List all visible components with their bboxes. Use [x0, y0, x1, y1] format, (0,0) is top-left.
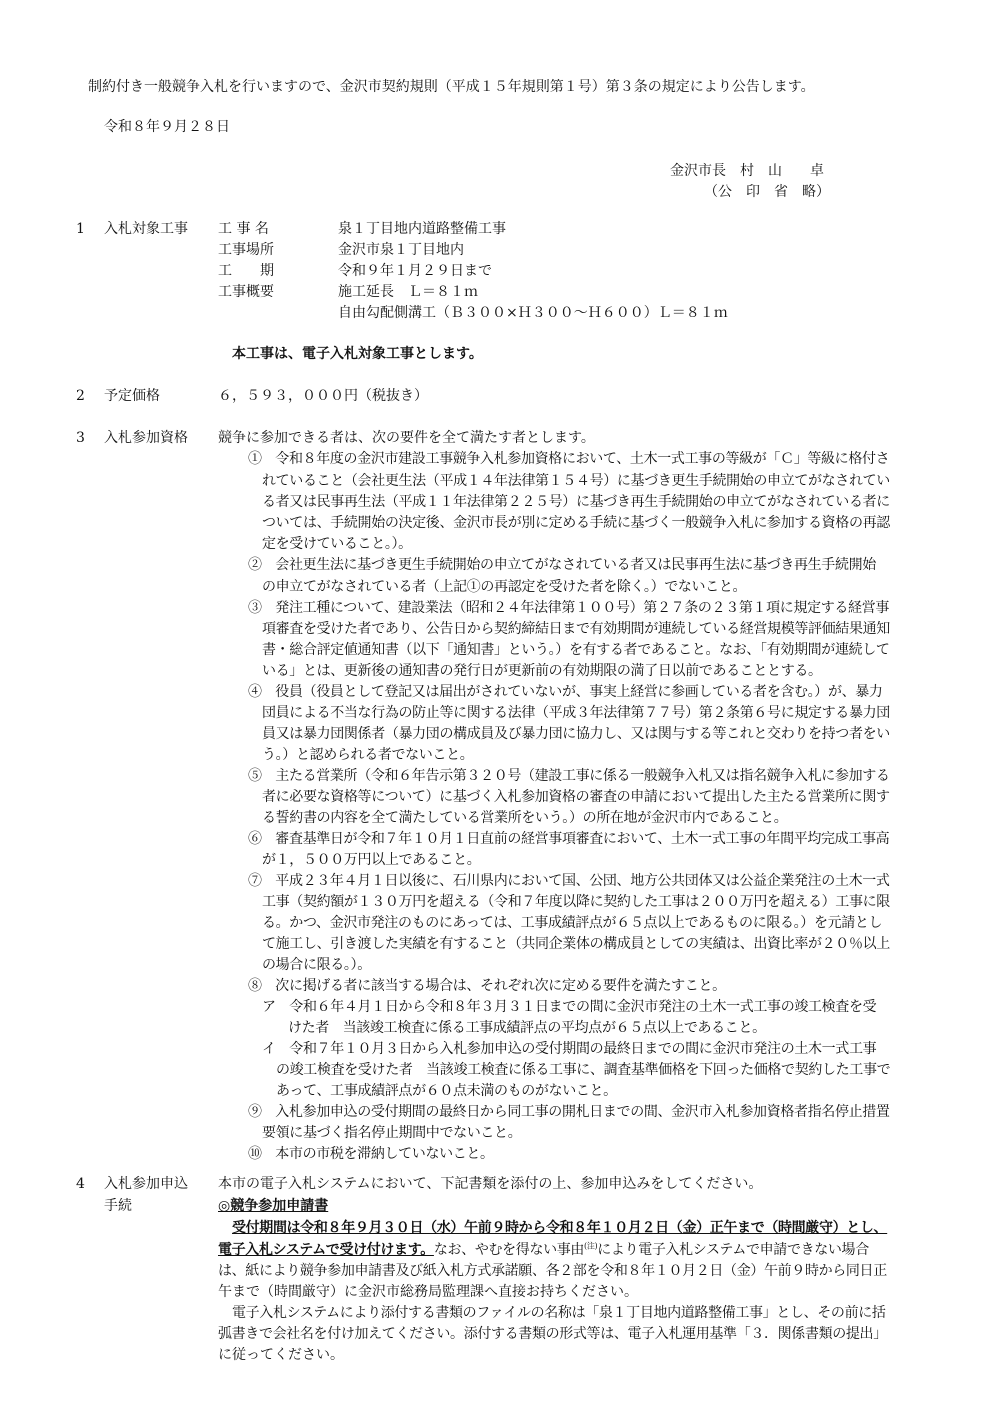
requirement-line: が１，５００万円以上であること。 — [262, 852, 481, 868]
section-3-title: 入札参加資格 — [104, 430, 188, 446]
notice-date: 令和８年９月２８日 — [104, 119, 230, 135]
section-1-title: 入札対象工事 — [104, 221, 188, 237]
requirement-line: 団員による不当な行為の防止等に関する法律（平成３年法律第７７号）第２条第６号に規定する暴力団 — [262, 705, 890, 721]
work-period-label: 工 期 — [218, 263, 274, 279]
file-name-3: に従ってください。 — [218, 1347, 344, 1363]
requirement-line: ⑦ 平成２３年４月１日以後に、石川県内において国、公団、地方公共団体又は公益企業発注の土木一式 — [248, 873, 890, 889]
requirement-line: 定を受けていること。）。 — [262, 536, 412, 552]
note-mark: (注) — [584, 1241, 598, 1251]
requirement-line: る誓約書の内容を全て満たしている営業所をいう。）の所在地が金沢市内であること。 — [262, 810, 788, 826]
requirement-line: 工事（契約額が１３０万円を超える（令和７年度以降に契約した工事は２００万円を超える）工事に限 — [262, 894, 890, 910]
requirement-line: 要領に基づく指名停止期間中でないこと。 — [262, 1125, 522, 1141]
section-4-title-2: 手続 — [104, 1198, 132, 1214]
section-4-title: 入札参加申込 — [104, 1176, 188, 1192]
acceptance-period-1: 受付期間は令和８年９月３０日（水）午前９時から令和８年１０月２日（金）正午まで（時間厳守）とし、 — [232, 1220, 888, 1236]
requirement-line: ア 令和６年４月１日から令和８年３月３１日までの間に金沢市発注の土木一式工事の竣工検査を受 — [262, 999, 877, 1015]
application-form-heading: ◎競争参加申請書 — [218, 1198, 329, 1214]
work-overview-value: 施工延長 Ｌ＝８１ｍ — [338, 284, 478, 300]
requirement-line: ⑧ 次に掲げる者に該当する場合は、それぞれ次に定める要件を満たすこと。 — [248, 978, 726, 994]
file-name-1: 電子入札システムにより添付する書類のファイルの名称は「泉１丁目地内道路整備工事」とし、その前に括 — [232, 1305, 886, 1321]
work-name-label: 工 事 名 — [218, 221, 269, 237]
file-name-2: 弧書きで会社名を付け加えてください。添付する書類の形式等は、電子入札運用基準「３．関係書類の提出」 — [218, 1326, 887, 1342]
section-2-title: 予定価格 — [104, 388, 160, 404]
requirement-line: ④ 役員（役員として登記又は届出がされていないが、事実上経営に参画している者を含む。）が、暴力 — [248, 684, 883, 700]
work-location-label: 工事場所 — [218, 242, 274, 258]
requirement-line: る者又は民事再生法（平成１１年法律第２２５号）に基づき再生手続開始の申立てがなされている者に — [262, 494, 890, 510]
work-location-value: 金沢市泉１丁目地内 — [338, 242, 464, 258]
work-overview-label: 工事概要 — [218, 284, 274, 300]
requirement-line: の申立てがなされている者（上記①の再認定を受けた者を除く。）でないこと。 — [262, 579, 747, 595]
requirement-line: 員又は暴力団関係者（暴力団の構成員及び暴力団に協力し、又は関与する等これと交わりを持つ者をい — [262, 726, 890, 742]
work-name-value: 泉１丁目地内道路整備工事 — [338, 221, 506, 237]
acceptance-period-4: 午まで（時間厳守）に金沢市総務局監理課へ直接お持ちください。 — [218, 1284, 638, 1300]
acceptance-period-2-rest-b: により電子入札システムで申請できない場合 — [597, 1242, 869, 1258]
requirement-line: 書・総合評定値通知書（以下「通知書」という。）を有する者であること。なお、「有効期間が連続して — [262, 642, 890, 658]
acceptance-period-2 — [218, 1240, 869, 1260]
section-3-number: 3 — [76, 430, 85, 446]
acceptance-period-2-bold: 電子入札システムで受け付けます。 — [218, 1242, 434, 1258]
requirement-line: ② 会社更生法に基づき更生手続開始の申立てがなされている者又は民事再生法に基づき再生手続開始 — [248, 557, 876, 573]
section-4-intro: 本市の電子入札システムにおいて、下記書類を添付の上、参加申込みをしてください。 — [218, 1176, 763, 1192]
requirement-line: の竣工検査を受けた者 当該竣工検査に係る工事に、調査基準価格を下回った価格で契約した工事で — [276, 1062, 891, 1078]
requirement-line: ⑥ 審査基準日が令和７年１０月１日直前の経営事項審査において、土木一式工事の年間平均完成工事高 — [248, 831, 890, 847]
requirement-line: の場合に限る。）。 — [262, 957, 371, 973]
requirement-line: ⑩ 本市の市税を滞納していないこと。 — [248, 1146, 494, 1162]
requirement-line: イ 令和７年１０月３日から入札参加申込の受付期間の最終日までの間に金沢市発注の土木一式工事 — [262, 1041, 877, 1057]
work-period-value: 令和９年１月２９日まで — [338, 263, 492, 279]
section-2-number: 2 — [76, 388, 85, 404]
requirement-line: ⑤ 主たる営業所（令和６年告示第３２０号（建設工事に係る一般競争入札又は指名競争入札に参加する — [248, 768, 890, 784]
requirement-line: る。かつ、金沢市発注のものにあっては、工事成績評点が６５点以上であるものに限る。）を元請とし — [262, 915, 883, 931]
requirement-line: 者に必要な資格等について）に基づく入札参加資格の審査の申請において提出した主たる営業所に関す — [262, 789, 890, 805]
section-3-intro: 競争に参加できる者は、次の要件を全て満たす者とします。 — [218, 430, 595, 446]
requirement-line: ついては、手続開始の決定後、金沢市長が別に定める手続に基づく一般競争入札に参加する資格の再認 — [262, 515, 890, 531]
seal-omitted: （公 印 省 略） — [704, 184, 830, 200]
requirement-line: れていること（会社更生法（平成１４年法律第１５４号）に基づき更生手続開始の申立てがなされてい — [262, 473, 890, 489]
requirement-line: う。）と認められる者でないこと。 — [262, 747, 474, 763]
requirement-line: けた者 当該竣工検査に係る工事成績評点の平均点が６５点以上であること。 — [288, 1020, 766, 1036]
requirement-line: ③ 発注工種について、建設業法（昭和２４年法律第１００号）第２７条の２３第１項に規定する経営事 — [248, 600, 889, 616]
work-overview-value-2: 自由勾配側溝工（Ｂ３００×Ｈ３００～Ｈ６００）Ｌ＝８１ｍ — [338, 305, 728, 321]
requirement-line: あって、工事成績評点が６０点未満のものがないこと。 — [276, 1083, 617, 1099]
signatory-name: 金沢市長 村 山 卓 — [670, 163, 824, 179]
section-1-number: 1 — [76, 221, 85, 237]
electronic-bid-notice: 本工事は、電子入札対象工事とします。 — [232, 346, 483, 362]
section-4-number: 4 — [76, 1176, 85, 1192]
planned-price: ６，５９３，０００円（税抜き） — [218, 388, 428, 404]
requirement-line: ① 令和８年度の金沢市建設工事競争入札参加資格において、土木一式工事の等級が「Ｃ」等級に格付さ — [248, 451, 890, 467]
requirement-line: て施工し、引き渡した実績を有すること（共同企業体の構成員としての実績は、出資比率が２０％以上 — [262, 936, 890, 952]
acceptance-period-2-rest: なお、やむを得ない事由 — [433, 1242, 585, 1258]
requirement-line: いる」とは、更新後の通知書の発行日が更新前の有効期限の満了日以前であることとする。 — [262, 663, 822, 679]
requirement-line: 項審査を受けた者であり、公告日から契約締結日まで有効期間が連続している経営規模等評価結果通知 — [262, 621, 890, 637]
intro-text: 制約付き一般競争入札を行いますので、金沢市契約規則（平成１５年規則第１号）第３条の規定により公告します。 — [88, 79, 815, 95]
acceptance-period-3: は、紙により競争参加申請書及び紙入札方式承諾願、各２部を令和８年１０月２日（金）午前９時から同日正 — [218, 1263, 887, 1279]
requirement-line: ⑨ 入札参加申込の受付期間の最終日から同工事の開札日までの間、金沢市入札参加資格者指名停止措置 — [248, 1104, 890, 1120]
